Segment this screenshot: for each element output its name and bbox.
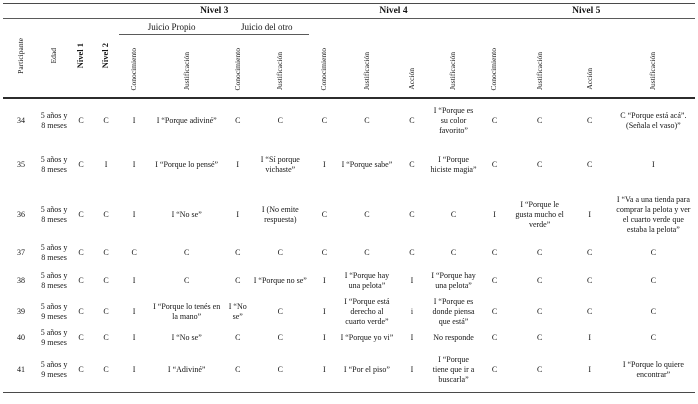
table-cell: C xyxy=(78,209,84,219)
age-cell: 5 años y 8 meses xyxy=(40,204,68,224)
table-cell: I “Porque hay una pelota” xyxy=(431,270,476,290)
col-header-label: Justificación xyxy=(648,52,658,90)
table-cell: C xyxy=(650,332,657,342)
table-cell: I xyxy=(236,209,240,219)
table-header xyxy=(3,4,695,99)
table-cell: I xyxy=(410,332,414,342)
table-cell: I xyxy=(323,364,326,374)
table-cell: I xyxy=(132,332,136,342)
table-cell: C xyxy=(277,307,283,316)
col-header-label: Justificación xyxy=(181,52,191,90)
table-cell: C xyxy=(491,332,498,342)
table-cell: C xyxy=(491,364,498,374)
table-cell: C xyxy=(587,116,593,125)
table-cell: I xyxy=(104,160,108,169)
table-cell: C xyxy=(103,248,109,257)
participant-cell: 40 xyxy=(17,332,26,342)
table-cell: C xyxy=(409,116,415,125)
age-cell: 5 años y 9 meses xyxy=(40,359,68,379)
group-header-nivel-3-label: Nivel 3 xyxy=(200,6,229,16)
group-header-nivel-4-label: Nivel 4 xyxy=(379,6,408,16)
col-header-label: Justificación xyxy=(534,52,544,90)
corner-spacer xyxy=(3,4,119,19)
col-header-label: Justificación xyxy=(361,52,371,90)
table-cell: C xyxy=(78,307,84,316)
col-header-n4-conocimiento xyxy=(309,35,339,99)
table-cell: I xyxy=(588,364,592,374)
table-cell: C xyxy=(321,209,328,219)
table-cell: C xyxy=(235,332,241,342)
age-cell: 5 años y 9 meses xyxy=(40,327,68,347)
header-nivel-1 xyxy=(69,19,93,99)
table-cell: I “Porque hay una pelota” xyxy=(344,270,390,290)
table-cell: C xyxy=(491,116,498,125)
table-cell: C xyxy=(536,275,543,285)
col-header-n3-propio-conocimiento xyxy=(119,35,149,99)
table-cell: I “Porque lo pensé” xyxy=(155,160,219,169)
col-header-n5-justificacion-2 xyxy=(612,35,695,99)
table-cell: I “Porque tiene que ir a buscarla” xyxy=(432,354,475,384)
col-header-label: Justificación xyxy=(448,52,458,90)
table-cell: I “Por el piso” xyxy=(343,364,390,374)
table-cell: C xyxy=(235,275,241,285)
table-cell: I “Porque yo vi” xyxy=(340,332,394,342)
header-participante xyxy=(3,19,39,99)
participant-cell: 38 xyxy=(17,275,26,285)
table-cell: I “Porque adiviné” xyxy=(156,116,217,125)
table-cell: C xyxy=(536,307,543,316)
table-cell: C xyxy=(321,116,328,125)
header-nivel-2-label: Nivel 2 xyxy=(100,43,111,69)
table-cell: C xyxy=(650,275,657,285)
table-cell: I xyxy=(493,209,496,219)
age-cell: 5 años y 8 meses xyxy=(40,243,68,262)
table-cell: C xyxy=(103,209,109,219)
table-row xyxy=(3,297,695,327)
table-cell: I xyxy=(588,332,592,342)
table-row xyxy=(3,348,695,392)
table-cell: C xyxy=(78,275,84,285)
participant-levels-table xyxy=(3,3,695,393)
table-cell: I xyxy=(410,364,414,374)
table-cell: i xyxy=(410,307,414,316)
table-cell: I xyxy=(132,209,136,219)
table-cell: I “Porque lo quiere encontrar” xyxy=(622,359,684,379)
table-cell: C xyxy=(103,307,109,316)
col-header-n4-accion xyxy=(394,35,429,99)
table-cell: C xyxy=(78,332,84,342)
table-row xyxy=(3,143,695,187)
table-cell: C xyxy=(587,307,593,316)
group-header-nivel-5 xyxy=(478,4,695,19)
table-cell: C xyxy=(364,209,370,219)
table-cell: C xyxy=(103,275,109,285)
table-cell: C xyxy=(235,364,241,374)
header-edad xyxy=(39,19,69,99)
table-cell: I xyxy=(323,275,326,285)
participant-cell: 35 xyxy=(17,160,26,169)
age-cell: 5 años y 8 meses xyxy=(40,155,68,174)
table-cell: I xyxy=(652,160,655,169)
table-cell: C xyxy=(277,364,283,374)
table-cell: C xyxy=(184,275,190,285)
table-cell: C xyxy=(277,116,283,125)
table-row xyxy=(3,187,695,242)
table-row xyxy=(3,327,695,348)
col-header-label: Conocimiento xyxy=(319,47,329,90)
col-header-label: Conocimiento xyxy=(232,47,242,90)
participant-cell: 41 xyxy=(17,364,26,374)
subgroup-juicio-propio-label: Juicio Propio xyxy=(147,21,196,32)
table-cell: C xyxy=(450,248,457,257)
table-cell: I (No emite respuesta) xyxy=(261,204,299,224)
table-row xyxy=(3,98,695,143)
age-cell: 5 años y 9 meses xyxy=(40,302,68,321)
table-cell: I “Adiviné” xyxy=(167,364,206,374)
group-header-nivel-3 xyxy=(119,4,309,19)
table-cell: C xyxy=(536,248,543,257)
col-header-n3-propio-justificacion xyxy=(149,35,224,99)
subgroup-header-juicio-del-otro xyxy=(224,19,309,35)
table-cell: C xyxy=(78,116,84,125)
table-cell: C xyxy=(536,116,543,125)
table-cell: I “No se” xyxy=(171,332,202,342)
table-cell: C xyxy=(103,116,109,125)
col-header-label: Justificación xyxy=(275,52,285,90)
header-participante-label: Participante xyxy=(15,38,25,74)
header-nivel-1-label: Nivel 1 xyxy=(75,43,86,69)
table-cell: I “Porque está derecho al cuarto verde” xyxy=(344,297,390,326)
table-cell: C xyxy=(409,160,415,169)
table-cell: I “Va a una tienda para comprar la pelota y ver el cuarto verde que estaba la pelota” xyxy=(616,194,691,234)
table-cell: No responde xyxy=(433,332,474,342)
table-cell: I xyxy=(132,160,136,169)
col-header-n3-otro-justificacion xyxy=(251,35,309,99)
table-cell: I “Porque hiciste magia” xyxy=(430,155,477,174)
table-cell: C xyxy=(103,364,109,374)
col-header-n3-otro-conocimiento xyxy=(224,35,251,99)
table-cell: C xyxy=(491,275,498,285)
table-cell: I xyxy=(323,332,326,342)
table-cell: C xyxy=(78,364,84,374)
table-cell: C xyxy=(364,116,370,125)
table-cell: C xyxy=(587,160,593,169)
table-cell: I xyxy=(323,307,326,316)
table-cell: C xyxy=(78,248,84,257)
table-cell: C xyxy=(321,248,328,257)
col-header-n4-justificacion-2 xyxy=(429,35,477,99)
table-cell: I “Porque es donde piensa que está” xyxy=(432,297,475,326)
age-cell: 5 años y 8 meses xyxy=(40,270,68,290)
table-cell: I xyxy=(132,275,136,285)
group-header-row xyxy=(3,4,695,19)
table-cell: I “Porque no se” xyxy=(253,275,307,285)
table-cell: C xyxy=(491,307,498,316)
table-cell: C xyxy=(587,275,593,285)
table-cell: I “Sí porque vichaste” xyxy=(260,155,300,174)
subgroup-juicio-del-otro-label: Juicio del otro xyxy=(241,21,293,32)
table-cell: C xyxy=(235,116,241,125)
table-cell: C xyxy=(131,248,137,257)
table-cell: I xyxy=(132,307,136,316)
table-cell: C xyxy=(277,332,283,342)
subgroup-header-juicio-propio xyxy=(119,19,224,35)
table-cell: I xyxy=(410,275,414,285)
table-cell: C xyxy=(450,209,457,219)
table-cell: C xyxy=(587,248,593,257)
table-cell: C xyxy=(536,332,543,342)
header-edad-label: Edad xyxy=(48,48,58,64)
table-cell: C xyxy=(409,209,415,219)
table-cell: C xyxy=(184,248,190,257)
col-header-label: Conocimiento xyxy=(489,47,499,90)
table-cell: C xyxy=(409,248,415,257)
table-cell: I “Porque lo tenés en la mano” xyxy=(153,302,221,321)
table-cell: I “Porque es su color favorito” xyxy=(433,106,474,135)
col-header-n5-accion xyxy=(568,35,612,99)
table-cell: I “Porque le gusta mucho el verde” xyxy=(515,199,564,229)
col-header-n5-conocimiento xyxy=(478,35,512,99)
table-row xyxy=(3,264,695,297)
participant-cell: 37 xyxy=(17,248,26,257)
group-header-nivel-4 xyxy=(309,4,477,19)
col-header-label: Conocimiento xyxy=(129,47,138,90)
subgroup-header-row xyxy=(3,19,695,35)
participant-cell: 36 xyxy=(17,209,26,219)
table-cell: C xyxy=(536,160,543,169)
table-cell: C xyxy=(235,248,241,257)
table-cell: C xyxy=(78,160,84,169)
table-cell: I xyxy=(588,209,592,219)
table-cell: I “No se” xyxy=(171,209,202,219)
subgroup-spacer xyxy=(309,19,695,35)
table-cell: I xyxy=(323,160,326,169)
table-body xyxy=(3,98,695,392)
col-header-n5-justificacion xyxy=(512,35,568,99)
table-cell: I “Porque sabe” xyxy=(341,160,393,169)
table-cell: C xyxy=(103,332,109,342)
table-cell: C xyxy=(650,248,657,257)
participant-cell: 39 xyxy=(17,307,26,316)
table-cell: C xyxy=(364,248,370,257)
col-header-n4-justificacion xyxy=(339,35,394,99)
header-nivel-2 xyxy=(93,19,119,99)
table-cell: I xyxy=(132,364,136,374)
table-cell: C xyxy=(277,248,283,257)
group-header-nivel-5-label: Nivel 5 xyxy=(572,6,601,16)
table-cell: I xyxy=(132,116,136,125)
table-cell: C xyxy=(491,248,498,257)
table-cell: C xyxy=(536,364,543,374)
participant-cell: 34 xyxy=(17,116,26,125)
table-cell: I xyxy=(236,160,240,169)
table-row xyxy=(3,242,695,264)
table-cell: C “Porque está acá”. (Señala el vaso)” xyxy=(620,111,687,130)
col-header-label: Acción xyxy=(584,68,594,90)
table-cell: C xyxy=(650,307,657,316)
col-header-label: Acción xyxy=(406,68,416,90)
table-cell: I “No se” xyxy=(228,302,247,321)
table-cell: C xyxy=(491,160,498,169)
age-cell: 5 años y 8 meses xyxy=(40,111,68,130)
